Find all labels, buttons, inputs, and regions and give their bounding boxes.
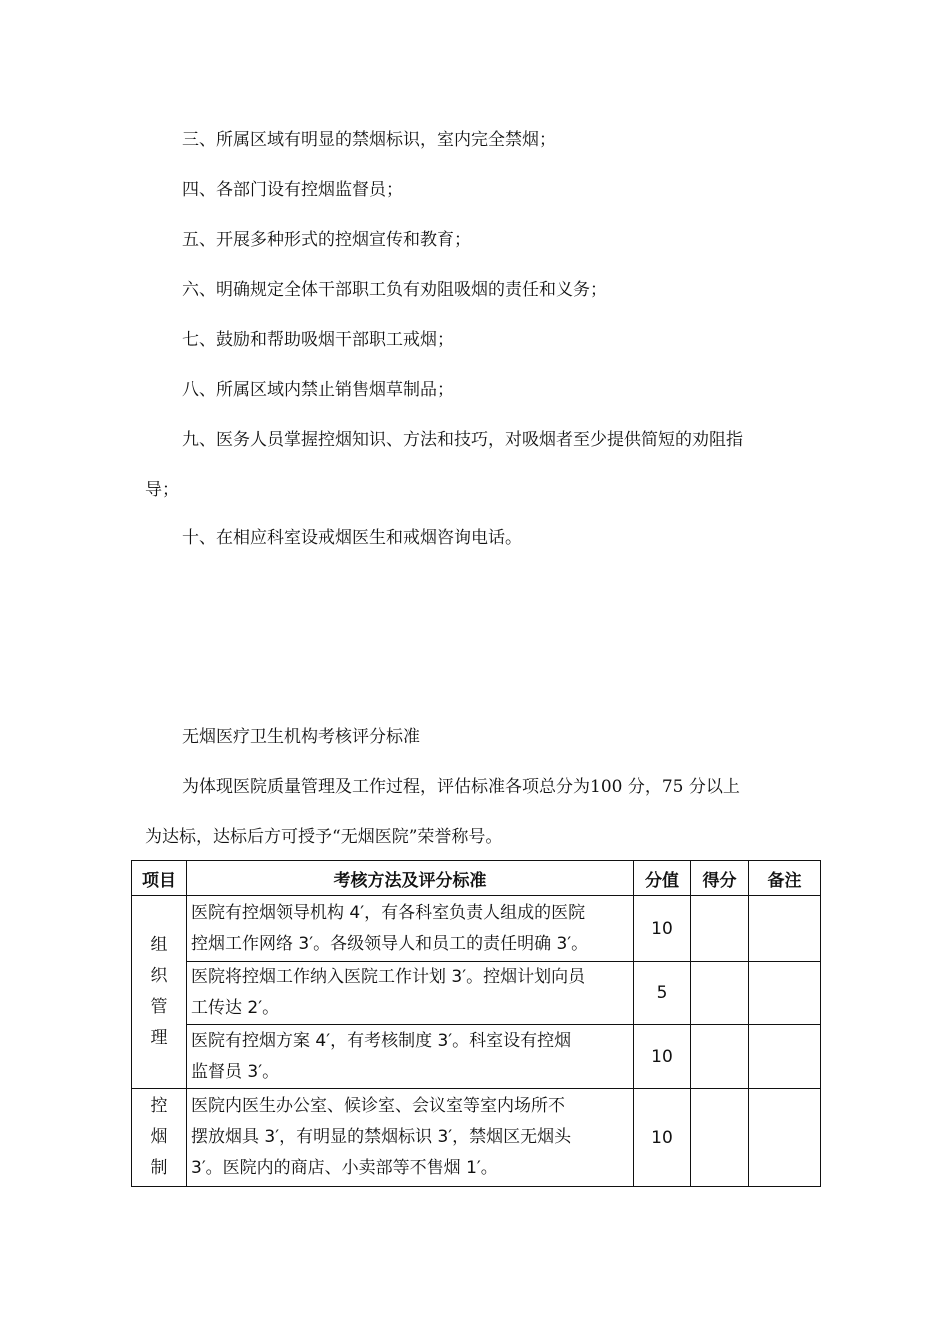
points-cell: 10 xyxy=(634,896,691,962)
points-cell: 10 xyxy=(634,1025,691,1089)
criteria-cell: 医院有控烟领导机构 4′，有各科室负责人组成的医院 控烟工作网络 3′。各级领导人和员工的责任明确 3′。 xyxy=(187,896,634,962)
document-page: 三、所属区域有明显的禁烟标识，室内完全禁烟； 四、各部门设有控烟监督员； 五、开展多种形式的控烟宣传和教育； 六、明确规定全体干部职工负有劝阻吸烟的责任和义务； 七、鼓励和帮助吸烟干部职工戒烟； 八、所属区域内禁止销售烟草制品； 九、医务人员掌握控烟知识、方法和技巧，对吸烟者至少提供简短的劝阻指 导； 十、在相应科室设戒烟医生和戒烟咨询电话。 无烟医疗卫生机构考核评分标准 为体现医院质量管理及工作过程，评估标准各项总分为100 分，75 分以上 为达标，达标后方可授予“无烟医院”荣誉称号。 项目 考核方法及评分标准 分值 得分 备注 组 织 管 理 医院有控烟领导机构 4′，有各科室负责人组成的医院 控烟工作网络 3′。各级领导人和员工的责任明确 3′。 10 医院将控烟工作纳入医院工作计划 3′。控烟计划向员 工传达 2′。 5 医院有控烟方案 4′，有考核制度 3′。科室设有控烟 监督员 3′。 10 控 烟 制 医院内医生办公室、候诊室、会议室等室内场所不 摆放烟具 3′，有明显的禁烟标识 3′，禁烟区无烟头 3′。医院内的商店、小卖部等不售烟 1′。 10 xyxy=(0,0,950,1344)
header-remarks: 备注 xyxy=(749,861,821,896)
remarks-cell xyxy=(749,1089,821,1187)
points-cell: 5 xyxy=(634,962,691,1025)
remarks-cell xyxy=(749,1025,821,1089)
score-cell xyxy=(691,1089,749,1187)
category-organization: 组 织 管 理 xyxy=(132,896,187,1089)
scoring-table xyxy=(131,860,821,1187)
table-row xyxy=(132,896,821,962)
remarks-cell xyxy=(749,896,821,962)
score-cell xyxy=(691,962,749,1025)
table-header-row xyxy=(132,861,821,896)
table-row xyxy=(132,1089,821,1187)
table-row xyxy=(132,962,821,1025)
header-points: 分值 xyxy=(634,861,691,896)
criteria-cell: 医院内医生办公室、候诊室、会议室等室内场所不 摆放烟具 3′，有明显的禁烟标识 3′，禁烟区无烟头 3′。医院内的商店、小卖部等不售烟 1′。 xyxy=(187,1089,634,1187)
score-cell xyxy=(691,896,749,962)
header-item: 项目 xyxy=(132,861,187,896)
category-smoking-control: 控 烟 制 xyxy=(132,1089,187,1187)
table-row xyxy=(132,1025,821,1089)
header-score: 得分 xyxy=(691,861,749,896)
score-cell xyxy=(691,1025,749,1089)
header-criteria: 考核方法及评分标准 xyxy=(187,861,634,896)
remarks-cell xyxy=(749,962,821,1025)
criteria-cell: 医院将控烟工作纳入医院工作计划 3′。控烟计划向员 工传达 2′。 xyxy=(187,962,634,1025)
points-cell: 10 xyxy=(634,1089,691,1187)
criteria-cell: 医院有控烟方案 4′，有考核制度 3′。科室设有控烟 监督员 3′。 xyxy=(187,1025,634,1089)
